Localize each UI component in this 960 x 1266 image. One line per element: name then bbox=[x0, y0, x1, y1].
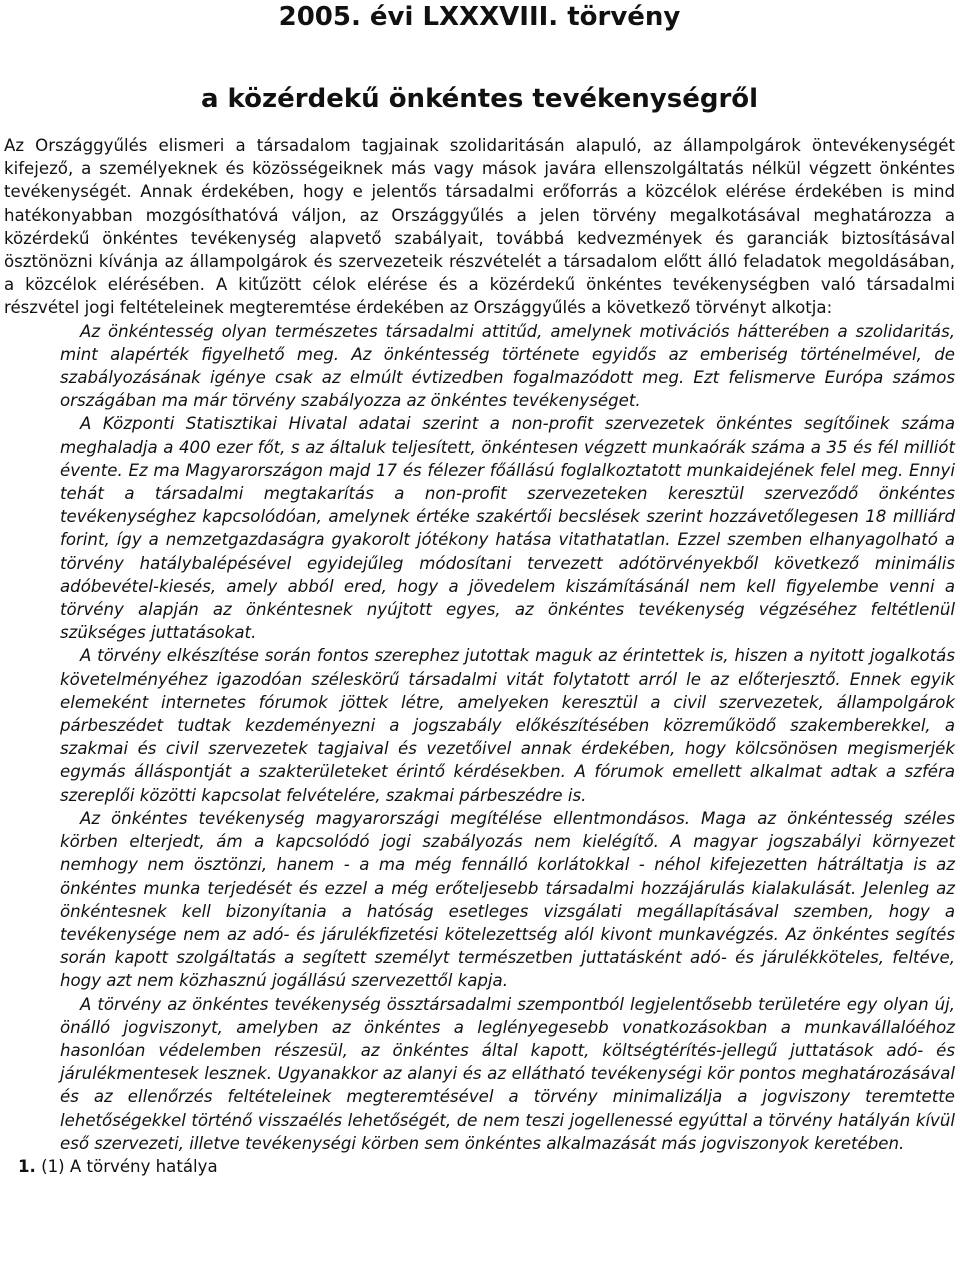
commentary-block bbox=[4, 320, 955, 1155]
commentary-paragraph-2: A Központi Statisztikai Hivatal adatai szerint a non-profit szervezetek önkéntes segítőinek száma meghaladja a 400 ezer főt, s az általuk teljesített, önkéntesen végzett munkaórák száma a 35 és fél milliót évente. Ez ma Magyarországon majd 17 és félezer főállású foglalkoztatott munkaidejének felel meg. Ennyi tehát a társadalmi megtakarítás a non-profit szervezeteken keresztül szerveződő önkéntes tevékenységhez kapcsolódóan, amelynek értéke szakértői becslések szerint hozzávetőlegesen 18 milliárd forint, így a nemzetgazdaságra gyakorolt jótékony hatása vitathatatlan. Ezzel szemben elhanyagolható a törvény hatálybalépésével egyidejűleg módosítani tervezett adótörvényekből következő minimális adóbevétel-kiesés, amely abból ered, hogy a jövedelem kiszámításánál nem kell figyelembe venni a törvény alapján az önkéntesnek nyújtott egyes, az önkéntes tevékenység végzéséhez feltétlenül szükséges juttatásokat. bbox=[60, 414, 955, 643]
section-number: 1. bbox=[18, 1156, 36, 1176]
law-title: 2005. évi LXXXVIII. törvény bbox=[278, 2, 681, 32]
commentary-paragraph-5: A törvény az önkéntes tevékenység össztársadalmi szempontból legjelentősebb területére egy olyan új, önálló jogviszonyt, amelyben az önkéntes a leglényegesebb vonatkozásokban a munkavállalóéhoz hasonlóan védelemben részesül, az önkéntes által kapott, költségtérítés-jellegű juttatások adó- és járulékmentesek lesznek. Ugyanakkor az alanyi és az ellátható tevékenységi kör pontos meghatározásával és az ellenőrzés feltételeinek megteremtésével a törvény minimalizálja a jogviszony teremtette lehetőségekkel történő visszaélés lehetőségét, de nem teszi jogellenessé egyúttal a törvény hatályán kívül eső szervezeti, illetve tevékenységi körben sem önkéntes alkalmazását más jogviszonyok keretében. bbox=[60, 994, 955, 1153]
section-text: (1) A törvény hatálya bbox=[41, 1156, 218, 1176]
law-subtitle: a közérdekű önkéntes tevékenységről bbox=[200, 84, 759, 114]
preamble-paragraph: Az Országgyűlés elismeri a társadalom tagjainak szolidaritásán alapuló, az állampolgárok öntevékenységét kifejező, a személyeknek és közösségeiknek más vagy mások javára ellenszolgáltatás nélkül végzett önkéntes tevékenységét. Annak érdekében, hogy e jelentős társadalmi erőforrás a közcélok elérése érdekében is mind hatékonyabban mozgósíthatóvá váljon, az Országgyűlés a jelen törvény megalkotásával meghatározza a közérdekű önkéntes tevékenység alapvető szabályait, továbbá kedvezmények és garanciák biztosításával ösztönözni kívánja az állampolgárok és szervezeteik részvételét a társadalom előtt álló feladatok megoldásában, a közcélok elérésében. A kitűzött célok elérése és a közérdekű önkéntes tevékenységben való társadalmi részvétel jogi feltételeinek megteremtése érdekében az Országgyűlés a következő törvényt alkotja: bbox=[4, 136, 955, 318]
commentary-paragraph-1: Az önkéntesség olyan természetes társadalmi attitűd, amelynek motivációs hátterében a szolidaritás, mint alapérték figyelhető meg. Az önkéntesség története egyidős az emberiség történelmével, de szabályozásának igénye csak az elmúlt évtizedben fogalmazódott meg. Ezt felismerve Európa számos országában ma már törvény szabályozza az önkéntes tevékenységet. bbox=[60, 321, 955, 411]
section-heading bbox=[4, 1155, 955, 1178]
commentary-paragraph-3: A törvény elkészítése során fontos szerephez jutottak maguk az érintettek is, hiszen a nyitott jogalkotás követelményéhez igazodóan széleskörű társadalmi vitát folytatott arról le az előterjesztő. Ennek egyik elemeként internetes fórumok jöttek létre, amelyeken keresztül a civil szervezetek, állampolgárok párbeszédet tudtak kezdeményezni a jogszabály előkészítésében közreműködő szakemberekkel, a szakmai és civil szervezetek tagjaival és vezetőivel annak érdekében, hogy kölcsönösen megismerjék egymás álláspontját a szakterületeket érintő kérdésekben. A fórumok emellett alkalmat adtak a szféra szereplői közötti kapcsolat felvételére, szakmai párbeszédre is. bbox=[60, 646, 955, 805]
document-body bbox=[4, 134, 955, 1178]
commentary-paragraph-4: Az önkéntes tevékenység magyarországi megítélése ellentmondásos. Maga az önkéntesség széles körben elterjedt, ám a kapcsolódó jogi szabályozás nem kielégítő. A magyar jogszabályi környezet nemhogy nem ösztönzi, hanem - a ma még fennálló korlátokkal - néhol kifejezetten hátráltatja is az önkéntes munka terjedését és ezzel a még erőteljesebb társadalmi hozzájárulás kialakulását. Jelenleg az önkéntesnek kell bizonyítania a hatóság esetleges vizsgálati megállapításával szemben, hogy a tevékenysége nem az adó- és járulékfizetési kötelezettség alól kivont munkavégzés. Az önkéntes segítés során kapott szolgáltatás a segített személyt természetben juttatásként adó- és járulékköteles, feltéve, hogy azt nem közhasznú jogállású szervezettől kapja. bbox=[60, 808, 955, 991]
